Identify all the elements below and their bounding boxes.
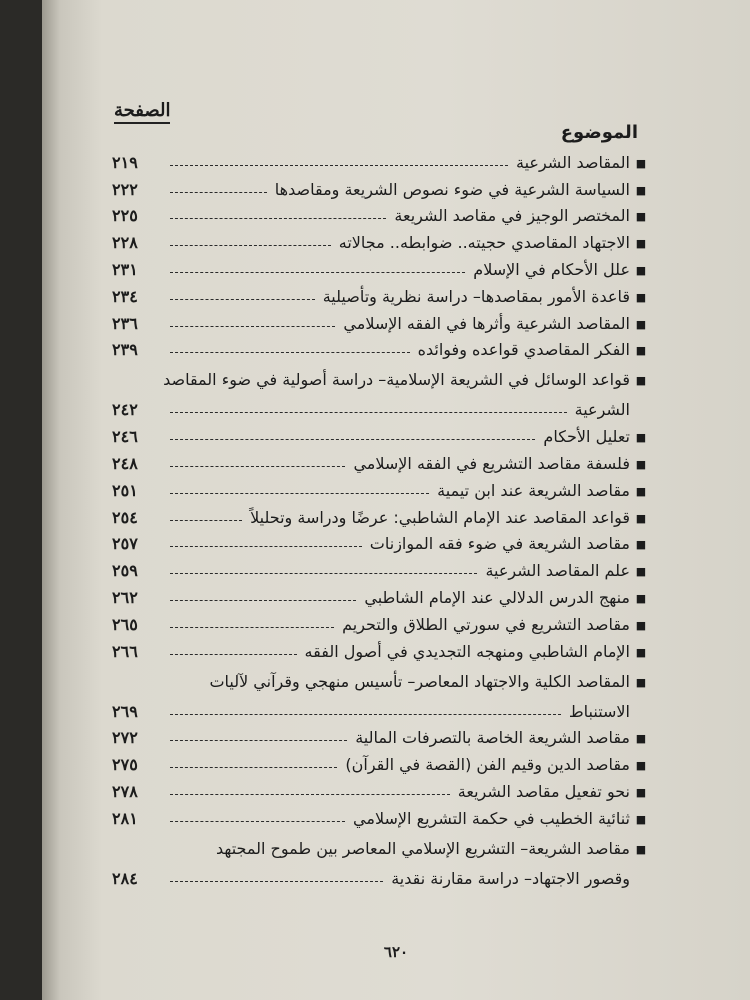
- toc-entry: [112, 555, 652, 582]
- leader-dashes: [170, 794, 450, 795]
- bullet-icon: ■: [635, 237, 647, 251]
- toc-entry-title-continued: الشرعية: [574, 400, 630, 420]
- bullet-icon: ■: [635, 591, 647, 605]
- leader-dashes: [170, 767, 337, 768]
- bullet-icon: ■: [635, 565, 647, 579]
- toc-entry: [112, 830, 652, 890]
- toc-entry: [112, 254, 652, 281]
- leader-dashes: [170, 412, 567, 413]
- leader-dashes: [170, 881, 383, 882]
- toc-entry-page: ٢٣٤: [112, 286, 138, 306]
- toc-entry-page: ٢٦٥: [112, 614, 138, 634]
- leader-dashes: [170, 600, 356, 601]
- leader-dashes: [170, 299, 315, 300]
- bullet-icon: ■: [635, 511, 647, 525]
- bullet-icon: ■: [635, 732, 647, 746]
- bullet-icon: ■: [635, 484, 647, 498]
- bullet-icon: ■: [635, 645, 647, 659]
- toc-entry-page: ٢٧٥: [112, 755, 138, 775]
- toc-entry-page: ٢٥١: [112, 480, 138, 500]
- leader-dashes: [170, 627, 334, 628]
- toc-entry-page: ٢٨٤: [112, 868, 138, 888]
- toc-entry-title: فلسفة مقاصد التشريع في الفقه الإسلامي: [353, 453, 630, 473]
- toc-entry-title: الإمام الشاطبي ومنهجه التجديدي في أصول الفقه: [304, 641, 630, 661]
- toc-entry-page: ٢٢٥: [112, 206, 138, 226]
- leader-dashes: [170, 573, 477, 574]
- toc-entry-page: ٢٤٨: [112, 453, 138, 473]
- toc-entry-title: علل الأحكام في الإسلام: [473, 259, 630, 279]
- toc-entry-title: قواعد الوسائل في الشريعة الإسلامية– دراسة أصولية في ضوء المقاصد: [163, 370, 630, 390]
- toc-entry-title: علم المقاصد الشرعية: [485, 561, 630, 581]
- toc-entry: [112, 174, 652, 201]
- bullet-icon: ■: [635, 457, 647, 471]
- toc-entry-title: المختصر الوجيز في مقاصد الشريعة: [394, 206, 630, 226]
- leader-dashes: [170, 272, 465, 273]
- book-page: [42, 0, 750, 1000]
- leader-dashes: [170, 493, 429, 494]
- toc-entry-title: السياسة الشرعية في ضوء نصوص الشريعة ومقاصدها: [274, 179, 630, 199]
- toc-entry: [112, 147, 652, 174]
- toc-entry-title: منهج الدرس الدلالي عند الإمام الشاطبي: [364, 587, 630, 607]
- toc-entry: [112, 582, 652, 609]
- toc-entry: [112, 335, 652, 362]
- bullet-icon: ■: [635, 183, 647, 197]
- bullet-icon: ■: [635, 210, 647, 224]
- toc-entry-page: ٢٣١: [112, 259, 138, 279]
- toc-entry-page: ٢٢٨: [112, 233, 138, 253]
- bullet-icon: ■: [635, 538, 647, 552]
- toc-entry-page: ٢٢٢: [112, 179, 138, 199]
- toc-entry-title: مقاصد الشريعة في ضوء فقه الموازنات: [369, 534, 630, 554]
- toc-entry-page: ٢٣٩: [112, 340, 138, 360]
- toc-entry-page: ٢٦٢: [112, 587, 138, 607]
- toc-entry-title: مقاصد الشريعة– التشريع الإسلامي المعاصر بين طموح المجتهد: [215, 838, 630, 858]
- toc-entry-page: ٢٦٦: [112, 641, 138, 661]
- leader-dashes: [170, 352, 410, 353]
- toc-entry: [112, 448, 652, 475]
- toc-entry: [112, 201, 652, 228]
- leader-dashes: [170, 740, 347, 741]
- leader-dashes: [170, 245, 331, 246]
- toc-entry-title: المقاصد الشرعية وأثرها في الفقه الإسلامي: [343, 313, 630, 333]
- table-of-contents: [112, 147, 652, 890]
- toc-entry-page: ٢٦٩: [112, 701, 138, 721]
- toc-entry: [112, 361, 652, 421]
- toc-entry: [112, 609, 652, 636]
- toc-entry: [112, 502, 652, 529]
- toc-entry-title: نحو تفعيل مقاصد الشريعة: [457, 781, 630, 801]
- toc-entry-title: الفكر المقاصدي قواعده وفوائده: [417, 340, 630, 360]
- toc-entry-page: ٢٥٧: [112, 534, 138, 554]
- leader-dashes: [170, 654, 297, 655]
- leader-dashes: [170, 192, 267, 193]
- toc-entry-page: ٢٧٨: [112, 781, 138, 801]
- toc-entry-page: ٢٤٢: [112, 400, 138, 420]
- leader-dashes: [170, 546, 362, 547]
- toc-entry-title: تعليل الأحكام: [543, 427, 630, 447]
- toc-entry-page: ٢٧٢: [112, 728, 138, 748]
- toc-entry-page: ٢٥٤: [112, 507, 138, 527]
- bullet-icon: ■: [635, 317, 647, 331]
- bullet-icon: ■: [635, 290, 647, 304]
- leader-dashes: [170, 326, 335, 327]
- toc-entry-title: قواعد المقاصد عند الإمام الشاطبي: عرضًا ودراسة وتحليلاً: [250, 507, 630, 527]
- leader-dashes: [170, 821, 345, 822]
- leader-dashes: [170, 466, 345, 467]
- toc-entry-title: قاعدة الأمور بمقاصدها– دراسة نظرية وتأصيلية: [322, 286, 630, 306]
- bullet-icon: ■: [635, 812, 647, 826]
- toc-entry: [112, 776, 652, 803]
- toc-entry-page: ٢٥٩: [112, 561, 138, 581]
- toc-entry: [112, 281, 652, 308]
- bullet-icon: ■: [635, 156, 647, 170]
- bullet-icon: ■: [635, 675, 647, 689]
- toc-entry: [112, 803, 652, 830]
- toc-entry-title: مقاصد الشريعة عند ابن تيمية: [437, 480, 630, 500]
- toc-entry: [112, 421, 652, 448]
- bullet-icon: ■: [635, 785, 647, 799]
- bullet-icon: ■: [635, 842, 647, 856]
- toc-entry-title: مقاصد التشريع في سورتي الطلاق والتحريم: [342, 614, 630, 634]
- toc-entry: [112, 475, 652, 502]
- toc-entry: [112, 529, 652, 556]
- bullet-icon: ■: [635, 263, 647, 277]
- toc-entry: [112, 723, 652, 750]
- leader-dashes: [170, 165, 508, 166]
- page-number: ٦٢٠: [383, 943, 409, 961]
- toc-entry-title-continued: وقصور الاجتهاد– دراسة مقارنة نقدية: [391, 868, 630, 888]
- toc-entry-page: ٢٣٦: [112, 313, 138, 333]
- toc-entry: [112, 308, 652, 335]
- toc-entry-title: مقاصد الشريعة الخاصة بالتصرفات المالية: [355, 728, 630, 748]
- leader-dashes: [170, 714, 561, 715]
- toc-entry: [112, 749, 652, 776]
- bullet-icon: ■: [635, 618, 647, 632]
- toc-entry-title: المقاصد الشرعية: [516, 152, 630, 172]
- leader-dashes: [170, 439, 535, 440]
- bullet-icon: ■: [635, 374, 647, 388]
- toc-entry-title: المقاصد الكلية والاجتهاد المعاصر– تأسيس منهجي وقرآني لآليات: [209, 671, 630, 691]
- toc-entry-title-continued: الاستنباط: [568, 701, 630, 721]
- toc-entry-title: ثنائية الخطيب في حكمة التشريع الإسلامي: [353, 808, 630, 828]
- topic-column-header: الموضوع: [560, 122, 638, 143]
- toc-entry-page: ٢٨١: [112, 808, 138, 828]
- toc-entry: [112, 663, 652, 723]
- bullet-icon: ■: [635, 344, 647, 358]
- toc-entry-page: ٢١٩: [112, 152, 138, 172]
- toc-entry-page: ٢٤٦: [112, 427, 138, 447]
- toc-entry-title: الاجتهاد المقاصدي حجيته.. ضوابطه.. مجالاته: [338, 233, 630, 253]
- leader-dashes: [170, 520, 242, 521]
- bullet-icon: ■: [635, 431, 647, 445]
- toc-entry: [112, 636, 652, 663]
- bullet-icon: ■: [635, 759, 647, 773]
- leader-dashes: [170, 218, 386, 219]
- toc-entry-title: مقاصد الدين وقيم الفن (القصة في القرآن): [345, 755, 630, 775]
- page-column-header: الصفحة: [114, 100, 170, 124]
- toc-entry: [112, 227, 652, 254]
